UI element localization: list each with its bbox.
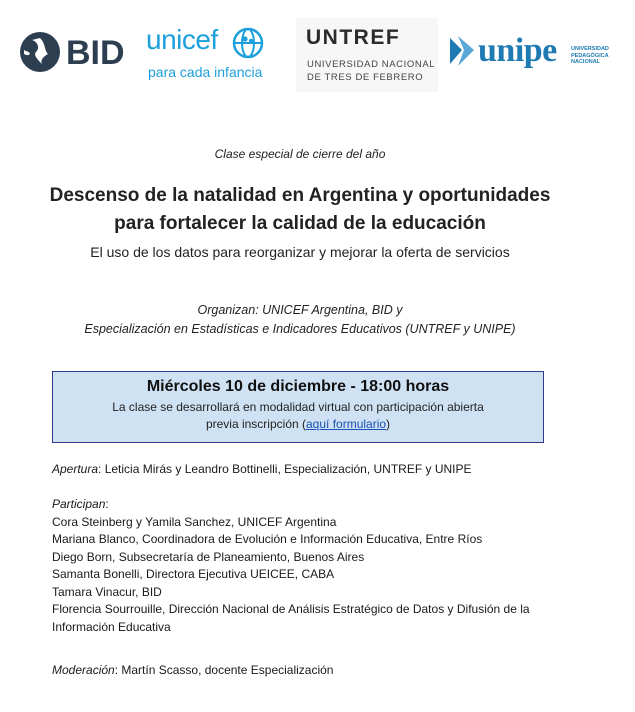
unipe-subtitle	[571, 46, 611, 66]
moderation-text: : Martín Scasso, docente Especialización	[114, 663, 334, 677]
opening	[52, 461, 472, 479]
participants	[52, 496, 552, 636]
event-date: Miércoles 10 de diciembre - 18:00 horas	[146, 378, 450, 395]
unipe-sub-line2: PEDAGÓGICA	[571, 52, 609, 59]
unicef-logo	[146, 24, 270, 88]
event-info-box	[52, 371, 544, 443]
untref-subtitle-line1: UNIVERSIDAD NACIONAL	[307, 59, 436, 70]
participants-list	[52, 514, 552, 637]
title-line-2: para fortalecer la calidad de la educación	[114, 213, 486, 234]
note-suffix: )	[386, 417, 391, 431]
moderation	[52, 662, 333, 680]
page-title	[0, 182, 600, 238]
organizers-line-2: Especialización en Estadísticas e Indicadores Educativos (UNTREF y UNIPE)	[84, 322, 516, 336]
event-note	[53, 399, 543, 433]
participant-item: Cora Steinberg y Yamila Sanchez, UNICEF Argentina	[52, 514, 337, 529]
registration-form-link[interactable]: aquí formulario	[306, 417, 387, 431]
participant-item: Diego Born, Subsecretaría de Planeamiento, Buenos Aires	[52, 549, 365, 564]
participants-colon: :	[105, 497, 109, 511]
participant-item: Florencia Sourrouille, Dirección Nacional de Análisis Estratégico de Datos y Difusión de la Información Educativa	[52, 602, 530, 634]
opening-label: Apertura	[52, 462, 99, 476]
bid-logo	[18, 30, 128, 76]
unicef-tagline: para cada infancia	[148, 64, 263, 80]
event-type: Clase especial de cierre del año	[214, 147, 386, 161]
bid-wordmark: BID	[66, 34, 125, 72]
unicef-wordmark: unicef	[146, 24, 218, 55]
participant-item: Mariana Blanco, Coordinadora de Evolución e Información Educativa, Entre Ríos	[52, 532, 483, 546]
unipe-leaf-icon	[448, 34, 476, 68]
untref-subtitle	[307, 58, 435, 84]
unicef-globe-icon	[232, 27, 264, 59]
participant-item: Tamara Vinacur, BID	[52, 584, 162, 599]
bid-globe-icon	[18, 30, 62, 74]
unipe-sub-line3: NACIONAL	[571, 59, 601, 65]
opening-text: : Leticia Mirás y Leandro Bottinelli, Especialización, UNTREF y UNIPE	[98, 462, 472, 476]
event-note-line-2	[53, 416, 543, 433]
participants-label: Participan	[52, 497, 106, 511]
untref-logo	[296, 18, 438, 92]
note-prefix: previa inscripción (	[205, 417, 306, 431]
unipe-logo	[448, 32, 608, 76]
page-subtitle: El uso de los datos para reorganizar y mejorar la oferta de servicios	[90, 244, 510, 260]
title-line-1: Descenso de la natalidad en Argentina y oportunidades	[49, 185, 551, 206]
untref-subtitle-line2: DE TRES DE FEBRERO	[307, 72, 424, 83]
untref-wordmark: UNTREF	[306, 26, 401, 49]
moderation-label: Moderación	[52, 663, 115, 677]
event-note-line-1: La clase se desarrollará en modalidad virtual con participación abierta	[112, 400, 484, 414]
unipe-sub-line1: UNIVERSIDAD	[571, 46, 609, 52]
logo-bar	[0, 0, 635, 100]
organizers	[0, 301, 600, 339]
organizers-line-1: Organizan: UNICEF Argentina, BID y	[197, 303, 403, 317]
unipe-wordmark: unipe	[478, 32, 557, 69]
participant-item: Samanta Bonelli, Directora Ejecutiva UEICEE, CABA	[52, 567, 335, 581]
